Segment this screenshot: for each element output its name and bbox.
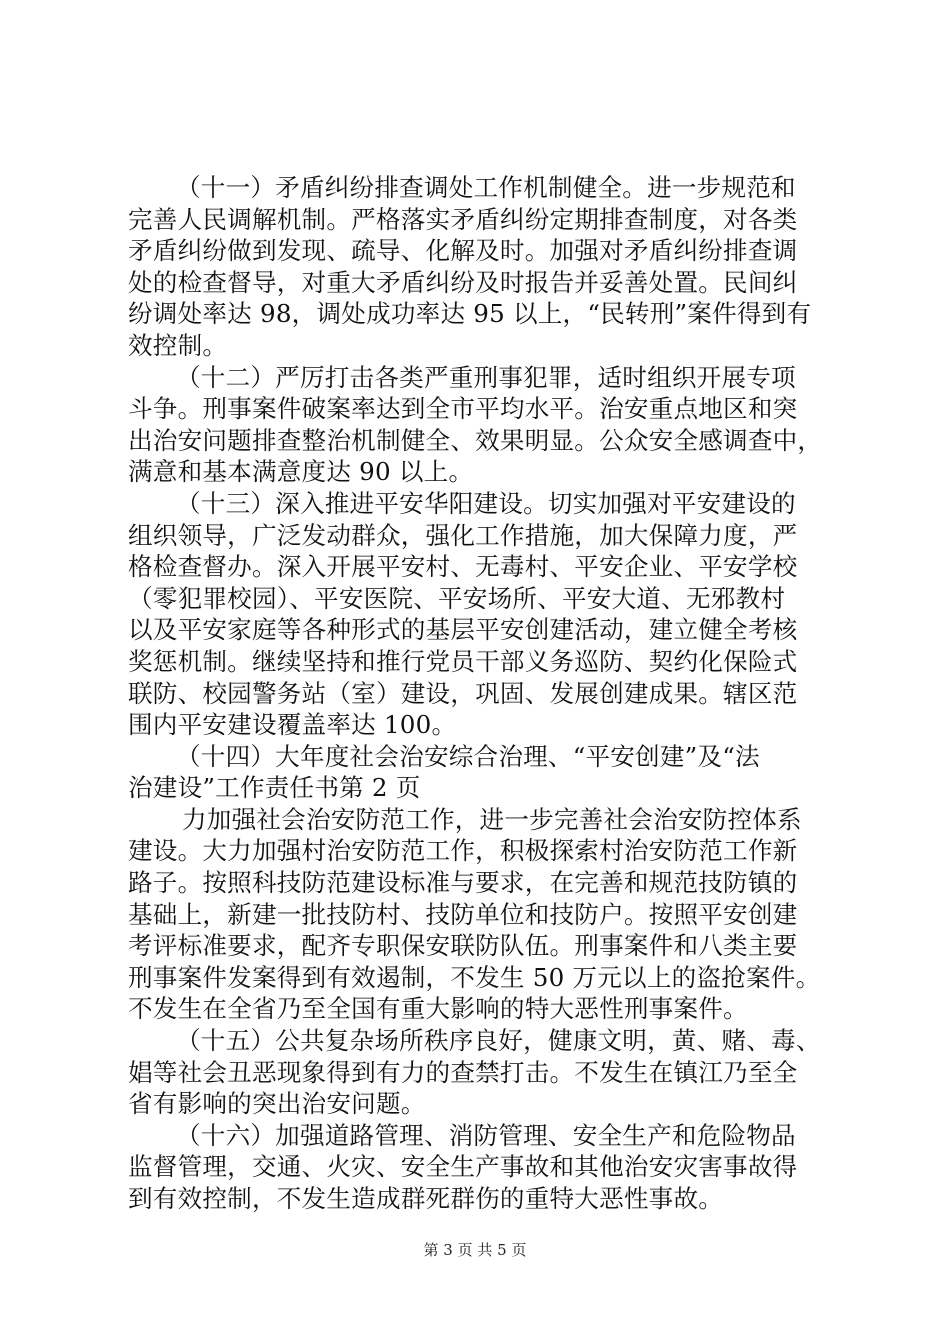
page-number-footer: 第 3 页 共 5 页 [423,1241,527,1259]
text-line: 基础上，新建一批技防村、技防单位和技防户。按照平安创建 [128,899,798,929]
text-line: 处的检查督导，对重大矛盾纠纷及时报告并妥善处置。民间纠 [128,267,798,297]
text-line: 效控制。 [128,330,228,360]
text-line: 娼等社会丑恶现象得到有力的查禁打击。不发生在镇江乃至全 [128,1057,798,1087]
text-line: 完善人民调解机制。严格落实矛盾纠纷定期排查制度，对各类 [128,204,798,234]
text-line: 以及平安家庭等各种形式的基层平安创建活动，建立健全考核 [128,615,798,645]
text-line: 纷调处率达 98，调处成功率达 95 以上，“民转刑”案件得到有 [128,299,812,329]
text-line: （十四）大年度社会治安综合治理、“平安创建”及“法 [176,741,760,771]
text-line: 满意和基本满意度达 90 以上。 [128,457,474,487]
text-line: （零犯罪校园）、平安医院、平安场所、平安大道、无邪教村 [128,583,786,613]
text-line: 出治安问题排查整治机制健全、效果明显。公众安全感调查中， [128,425,823,455]
text-line: （十一）矛盾纠纷排查调处工作机制健全。进一步规范和 [176,173,796,202]
text-line: 斗争。刑事案件破案率达到全市平均水平。治安重点地区和突 [128,394,798,424]
text-line: 矛盾纠纷做到发现、疏导、化解及时。加强对矛盾纠纷排查调 [128,236,798,266]
text-line: 围内平安建设覆盖率达 100。 [128,710,457,740]
text-line: 联防、校园警务站（室）建设，巩固、发展创建成果。辖区范 [128,678,798,708]
text-line: 奖惩机制。继续坚持和推行党员干部义务巡防、契约化保险式 [128,646,798,676]
text-line: 考评标准要求，配齐专职保安联防队伍。刑事案件和八类主要 [128,931,798,961]
text-line: （十二）严厉打击各类严重刑事犯罪，适时组织开展专项 [176,362,796,392]
text-line: 到有效控制，不发生造成群死群伤的重特大恶性事故。 [128,1184,724,1213]
text-line: 格检查督办。深入开展平安村、无毒村、平安企业、平安学校 [128,552,798,582]
text-line: （十三）深入推进平安华阳建设。切实加强对平安建设的 [176,488,796,518]
text-line: 路子。按照科技防范建设标准与要求，在完善和规范技防镇的 [128,868,798,898]
text-line: 省有影响的突出治安问题。 [128,1089,426,1119]
text-line: 组织领导，广泛发动群众，强化工作措施，加大保障力度，严 [128,520,798,550]
text-line: 不发生在全省乃至全国有重大影响的特大恶性刑事案件。 [128,994,748,1024]
document-body [128,172,828,1215]
text-line: （十六）加强道路管理、消防管理、安全生产和危险物品 [176,1120,796,1150]
text-line: 力加强社会治安防范工作，进一步完善社会治安防控体系 [182,804,802,834]
text-line: 治建设”工作责任书第 2 页 [128,773,421,803]
text-line: （十五）公共复杂场所秩序良好，健康文明，黄、赌、毒、 [176,1026,821,1056]
text-line: 刑事案件发案得到有效遏制，不发生 50 万元以上的盗抢案件。 [128,962,821,992]
text-line: 建设。大力加强村治安防范工作，积极探索村治安防范工作新 [128,836,798,866]
text-line: 监督管理，交通、火灾、安全生产事故和其他治安灾害事故得 [128,1152,798,1182]
